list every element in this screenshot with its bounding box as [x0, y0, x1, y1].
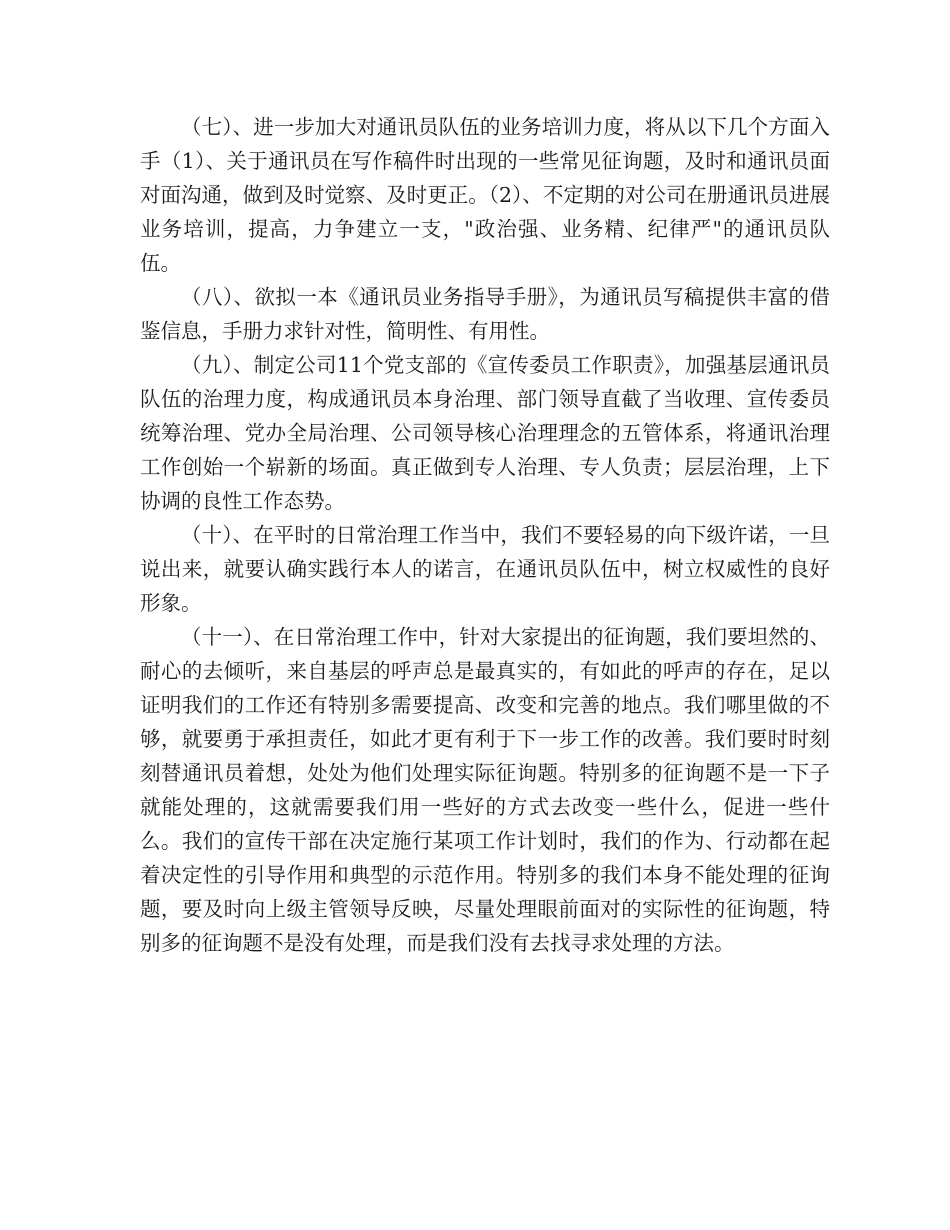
paragraph-9: （九）、制定公司11个党支部的《宣传委员工作职责》，加强基层通讯员队伍的治理力度，构成通讯员本身治理、部门领导直截了当收理、宣传委员统筹治理、党办全局治理、公司领导核心治理理念的五管体系，将通讯治理工作创始一个崭新的场面。真正做到专人治理、专人负责；层层治理，上下协调的良性工作态势。 — [140, 353, 830, 513]
paragraph-11: （十一）、在日常治理工作中，针对大家提出的征询题，我们要坦然的、耐心的去倾听，来自基层的呼声总是最真实的，有如此的呼声的存在，足以证明我们的工作还有特别多需要提高、改变和完善的地点。我们哪里做的不够，就要勇于承担责任，如此才更有利于下一步工作的改善。我们要时时刻刻替通讯员着想，处处为他们处理实际征询题。特别多的征询题不是一下子就能处理的，这就需要我们用一些好的方式去改变一些什么，促进一些什么。我们的宣传干部在决定施行某项工作计划时，我们的作为、行动都在起着决定性的引导作用和典型的示范作用。特别多的我们本身不能处理的征询题，要及时向上级主管领导反映，尽量处理眼前面对的实际性的征询题，特别多的征询题不是没有处理，而是我们没有去找寻求处理的方法。 — [140, 625, 830, 955]
paragraph-10: （十）、在平时的日常治理工作当中，我们不要轻易的向下级许诺，一旦说出来，就要认确实践行本人的诺言，在通讯员队伍中，树立权威性的良好形象。 — [140, 523, 830, 615]
paragraph-8: （八）、欲拟一本《通讯员业务指导手册》，为通讯员写稿提供丰富的借鉴信息，手册力求针对性，简明性、有用性。 — [140, 285, 830, 343]
paragraph-7: （七）、进一步加大对通讯员队伍的业务培训力度，将从以下几个方面入手（1）、关于通讯员在写作稿件时出现的一些常见征询题，及时和通讯员面对面沟通，做到及时觉察、及时更正。（2）、不定期的对公司在册通讯员进展业务培训，提高，力争建立一支，"政治强、业务精、纪律严"的通讯员队伍。 — [140, 115, 830, 275]
document-body — [140, 110, 830, 960]
